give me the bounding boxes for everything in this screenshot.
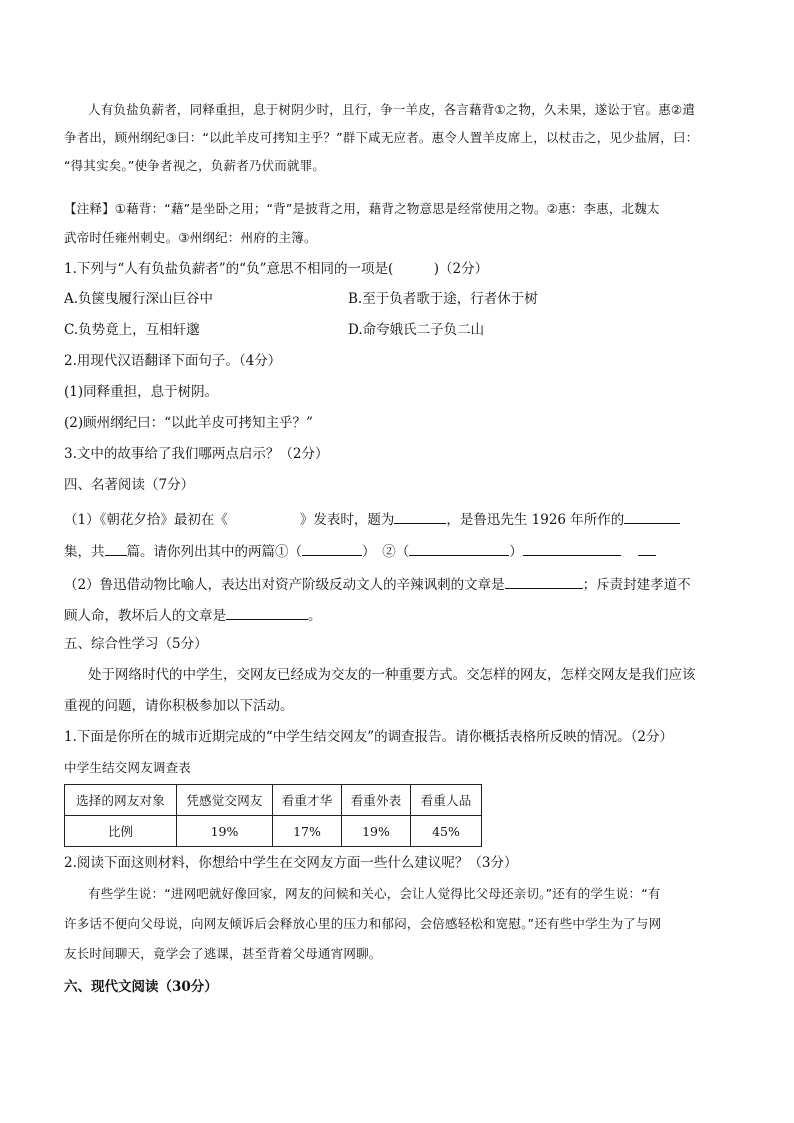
section-4-line-4 (64, 607, 322, 624)
material-line-2: 许多话不便向父母说，向网友倾诉后会释放心里的压力和郁闷，会倍感轻松和宽慰。”还有些中学生为了与网 (64, 916, 662, 931)
question-1-stem: 1.下列与“人有负盐负薪者”的“负”意思不相同的一项是( )（2分） (64, 261, 489, 277)
sec4-l4-part-b: 。 (308, 608, 322, 624)
sec4-l2-part-c: ） ②（ (362, 544, 410, 560)
sec4-l2-part-b: 篇。请你列出其中的两篇①（ (126, 544, 302, 560)
blank-extra-2[interactable] (638, 543, 656, 556)
passage-line-1: 人有负盐负薪者，同释重担，息于树阴少时，且行，争一羊皮，各言藉背①之物，久未果，遂讼于官。惠②遣 (88, 102, 696, 117)
option-b: B.至于负者歌于途，行者休于树 (348, 291, 538, 307)
question-3-stem: 3.文中的故事给了我们哪两点启示？（2分） (64, 446, 329, 462)
sec4-l3-part-b: ；斥责封建孝道不 (582, 577, 691, 593)
notes-line-1: 【注释】①藉背：“藉”是坐卧之用；“背”是披背之用，藉背之物意思是经常使用之物。②惠：李惠，北魏太 (64, 201, 660, 216)
table-cell: 比例 (65, 816, 177, 847)
section-5-title: 五、综合性学习（5分） (64, 636, 208, 652)
passage-line-3: “得其实矣。”使争者视之，负薪者乃伏而就罪。 (64, 158, 326, 173)
sec4-l1-part-b: 》发表时，题为 (299, 512, 395, 528)
section-6-title: 六、现代文阅读（30分） (64, 979, 218, 995)
sec4-l2-part-a: 集，共 (64, 544, 105, 560)
survey-table-title: 中学生结交网友调查表 (64, 760, 192, 775)
passage-line-2: 争者出，顾州纲纪③曰：“以此羊皮可拷知主乎？”群下咸无应者。惠令人置羊皮席上，以杖击之，见少盐屑，曰： (64, 130, 699, 145)
section-5-intro-2: 重视的问题，请你积极参加以下活动。 (64, 698, 294, 714)
table-header-cell: 选择的网友对象 (65, 785, 177, 816)
blank-extra-1[interactable] (523, 543, 621, 556)
table-header-row (65, 785, 482, 816)
blank-count[interactable] (105, 543, 127, 556)
table-header-cell: 看重人品 (411, 785, 482, 816)
survey-table (64, 784, 482, 847)
blank-essay-1[interactable] (302, 543, 362, 556)
table-cell: 19% (342, 816, 411, 847)
sec4-l1-part-a: （1）《朝花夕拾》最初在《 (64, 512, 228, 528)
section-5-question-1: 1.下面是你所在的城市近期完成的“中学生结交网友”的调查报告。请你概括表格所反映的情况。（2分） (64, 729, 674, 745)
table-cell: 45% (411, 816, 482, 847)
table-header-cell: 看重外表 (342, 785, 411, 816)
table-header-cell: 凭感觉交网友 (177, 785, 273, 816)
section-4-line-1 (64, 511, 680, 528)
section-5-intro-1: 处于网络时代的中学生，交网友已经成为交友的一种重要方式。交怎样的网友，怎样交网友是我们应该 (88, 667, 696, 683)
option-a: A.负箧曳履行深山巨谷中 (64, 291, 214, 307)
sec4-l3-part-a: （2）鲁迅借动物比喻人，表达出对资产阶级反动文人的辛辣讽刺的文章是 (64, 577, 505, 593)
section-4-line-2 (64, 543, 656, 560)
notes-line-2: 武帝时任雍州刺史。③州纲纪：州府的主簿。 (64, 230, 317, 245)
question-2-sentence-2: (2)顾州纲纪曰：“以此羊皮可拷知主乎？” (64, 415, 313, 431)
table-cell: 17% (273, 816, 342, 847)
material-line-3: 友长时间聊天，竟学会了逃课，甚至背着父母通宵网聊。 (64, 946, 382, 961)
option-c: C.负势竟上，互相轩邈 (64, 322, 200, 338)
table-cell: 19% (177, 816, 273, 847)
blank-collection[interactable] (624, 511, 680, 524)
blank-satire-essay[interactable] (505, 576, 583, 589)
table-header-cell: 看重才华 (273, 785, 342, 816)
table-row (65, 816, 482, 847)
blank-essay-2[interactable] (409, 543, 509, 556)
question-2-sentence-1: (1)同释重担，息于树阴。 (64, 384, 219, 400)
blank-title[interactable] (394, 511, 446, 524)
option-d: D.命夸娥氏二子负二山 (348, 322, 485, 338)
sec4-l4-part-a: 顾人命，教坏后人的文章是 (64, 608, 226, 624)
question-2-stem: 2.用现代汉语翻译下面句子。（4分） (64, 353, 282, 369)
sec4-l1-part-c: ，是鲁迅先生 1926 年所作的 (446, 512, 625, 528)
material-line-1: 有些学生说：“进网吧就好像回家，网友的问候和关心，会让人觉得比父母还亲切。”还有的学生说：“有 (88, 886, 661, 901)
sec4-l2-part-d: ） (509, 544, 523, 560)
section-4-title: 四、名著阅读（7分） (64, 477, 195, 493)
section-4-line-3 (64, 576, 691, 593)
blank-filial-essay[interactable] (226, 607, 308, 620)
section-5-question-2: 2.阅读下面这则材料，你想给中学生在交网友方面一些什么建议呢？（3分） (64, 855, 518, 871)
